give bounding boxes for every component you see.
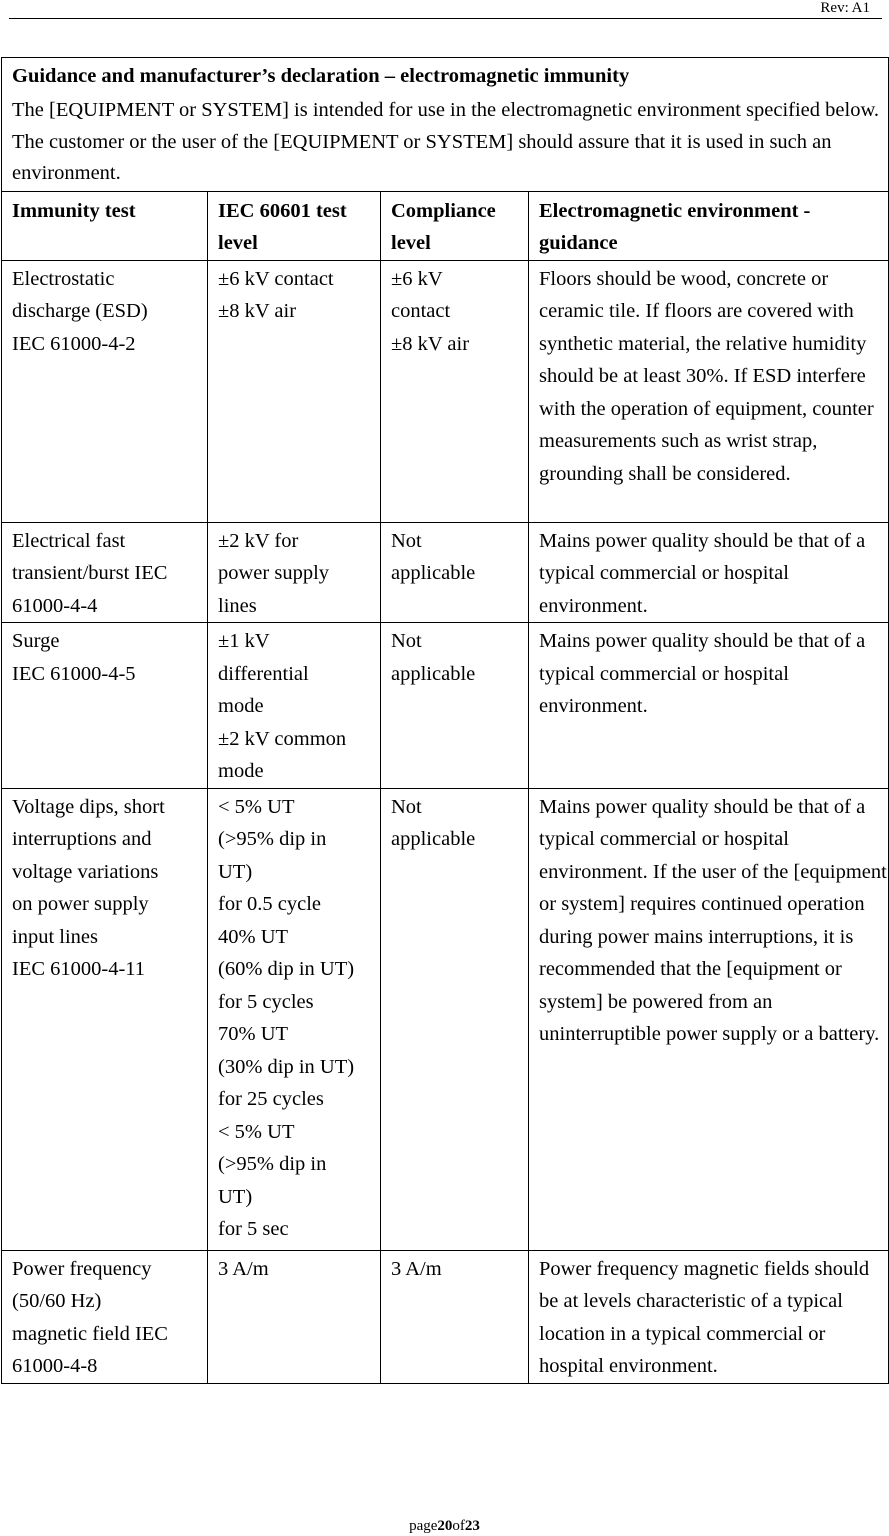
- test-level-line: power supply: [218, 562, 330, 585]
- immunity-test-line: magnetic field IEC: [12, 1322, 168, 1345]
- compliance-level-cell: [381, 623, 529, 789]
- test-level-line: (>95% dip in: [218, 828, 327, 851]
- table-row: [2, 522, 889, 623]
- guidance-cell: [529, 522, 889, 623]
- immunity-test-line: 61000-4-8: [12, 1355, 98, 1378]
- revision-label: Rev: A1: [820, 0, 870, 16]
- table-row: [2, 1250, 889, 1383]
- table-intro: The [EQUIPMENT or SYSTEM] is intended for use in the electromagnetic environment specified below. The customer or the user of the [EQUIPMENT or SYSTEM] should assure that it is used in such an environment.: [12, 99, 880, 185]
- test-level-line: 3 A/m: [218, 1257, 269, 1280]
- guidance-cell: [529, 1250, 889, 1383]
- table-row: [2, 260, 889, 522]
- test-level-line: ±8 kV air: [218, 300, 297, 323]
- immunity-test-line: discharge (ESD): [12, 300, 148, 323]
- guidance-cell: [529, 623, 889, 789]
- compliance-level-line: 3 A/m: [391, 1257, 442, 1280]
- immunity-test-line: Voltage dips, short: [12, 795, 165, 818]
- test-level-line: (60% dip in UT): [218, 958, 355, 981]
- test-level-line: ±2 kV for: [218, 529, 299, 552]
- column-header: Immunity test: [2, 191, 208, 260]
- compliance-level-line: Not: [391, 795, 422, 818]
- guidance-text: Power frequency magnetic fields should be at levels characteristic of a typical location in a typical commercial or hospital environment.: [539, 1257, 870, 1378]
- immunity-test-line: IEC 61000-4-11: [12, 958, 146, 981]
- test-level-line: for 25 cycles: [218, 1088, 324, 1111]
- test-level-line: (>95% dip in: [218, 1153, 327, 1176]
- test-level-line: UT): [218, 1185, 253, 1208]
- compliance-level-line: applicable: [391, 662, 476, 685]
- immunity-test-line: voltage variations: [12, 860, 159, 883]
- table-title: Guidance and manufacturer’s declaration – electromagnetic immunity: [12, 65, 630, 87]
- guidance-text: Mains power quality should be that of a typical commercial or hospital environment. If the user of the [equipment or system] requires continued operation during power mains interruptions, it is recommended that the [equipment or system] be powered from an uninterruptible power supply or a battery.: [539, 795, 887, 1046]
- page-prefix: page: [409, 1518, 438, 1534]
- immunity-test-line: 61000-4-4: [12, 594, 98, 617]
- compliance-level-cell: [381, 1250, 529, 1383]
- page-separator: of: [452, 1518, 465, 1534]
- page-current: 20: [437, 1518, 453, 1534]
- column-header: Compliance level: [381, 191, 529, 260]
- table-body: [2, 260, 889, 1383]
- test-level-cell: [208, 1250, 381, 1383]
- test-level-cell: [208, 522, 381, 623]
- guidance-text: Mains power quality should be that of a typical commercial or hospital environment.: [539, 529, 866, 617]
- test-level-line: < 5% UT: [218, 1120, 295, 1143]
- immunity-test-cell: [2, 788, 208, 1250]
- immunity-test-cell: [2, 260, 208, 522]
- test-level-line: (30% dip in UT): [218, 1055, 355, 1078]
- test-level-line: 70% UT: [218, 1023, 289, 1046]
- test-level-cell: [208, 788, 381, 1250]
- immunity-test-cell: [2, 1250, 208, 1383]
- test-level-line: for 5 cycles: [218, 990, 314, 1013]
- page-total: 23: [464, 1518, 480, 1534]
- immunity-test-line: IEC 61000-4-2: [12, 332, 136, 355]
- table-row: [2, 788, 889, 1250]
- immunity-test-line: (50/60 Hz): [12, 1290, 102, 1313]
- test-level-line: ±1 kV: [218, 630, 270, 653]
- column-header: Electromagnetic environment - guidance: [529, 191, 889, 260]
- test-level-cell: [208, 623, 381, 789]
- column-header: IEC 60601 test level: [208, 191, 381, 260]
- compliance-level-cell: [381, 260, 529, 522]
- test-level-cell: [208, 260, 381, 522]
- immunity-test-line: transient/burst IEC: [12, 562, 168, 585]
- compliance-level-line: ±6 kV: [391, 267, 443, 290]
- immunity-test-line: interruptions and: [12, 828, 152, 851]
- immunity-test-line: Electrical fast: [12, 529, 126, 552]
- test-level-line: < 5% UT: [218, 795, 295, 818]
- page-footer: [0, 1517, 889, 1535]
- test-level-line: UT): [218, 860, 253, 883]
- immunity-test-line: Surge: [12, 630, 60, 653]
- test-level-line: mode: [218, 760, 264, 783]
- immunity-test-line: Power frequency: [12, 1257, 152, 1280]
- guidance-text: Floors should be wood, concrete or ceramic tile. If floors are covered with synthetic material, the relative humidity should be at least 30%. If ESD interfere with the operation of equipment, counter measurements such as wrist strap, grounding shall be considered.: [539, 267, 874, 485]
- guidance-cell: [529, 788, 889, 1250]
- immunity-test-line: on power supply: [12, 893, 149, 916]
- immunity-test-cell: [2, 623, 208, 789]
- test-level-line: ±6 kV contact: [218, 267, 334, 290]
- header-divider: [9, 18, 882, 19]
- compliance-level-line: applicable: [391, 828, 476, 851]
- compliance-level-line: Not: [391, 529, 422, 552]
- compliance-level-cell: [381, 788, 529, 1250]
- table-row: [2, 623, 889, 789]
- immunity-test-line: input lines: [12, 925, 98, 948]
- table-title-row: [2, 58, 889, 192]
- test-level-line: for 5 sec: [218, 1218, 289, 1241]
- test-level-line: differential: [218, 662, 309, 685]
- immunity-test-cell: [2, 522, 208, 623]
- test-level-line: lines: [218, 594, 257, 617]
- test-level-line: ±2 kV common: [218, 727, 347, 750]
- test-level-line: 40% UT: [218, 925, 289, 948]
- test-level-line: mode: [218, 695, 264, 718]
- table-header-row: [2, 191, 889, 260]
- immunity-test-line: Electrostatic: [12, 267, 115, 290]
- compliance-level-line: contact: [391, 300, 451, 323]
- test-level-line: for 0.5 cycle: [218, 893, 322, 916]
- compliance-level-line: Not: [391, 630, 422, 653]
- compliance-level-line: applicable: [391, 562, 476, 585]
- compliance-level-cell: [381, 522, 529, 623]
- table-title-cell: [2, 58, 889, 192]
- guidance-cell: [529, 260, 889, 522]
- immunity-test-line: IEC 61000-4-5: [12, 662, 136, 685]
- compliance-level-line: ±8 kV air: [391, 332, 470, 355]
- emc-immunity-table: [1, 57, 889, 1384]
- guidance-text: Mains power quality should be that of a typical commercial or hospital environment.: [539, 630, 866, 718]
